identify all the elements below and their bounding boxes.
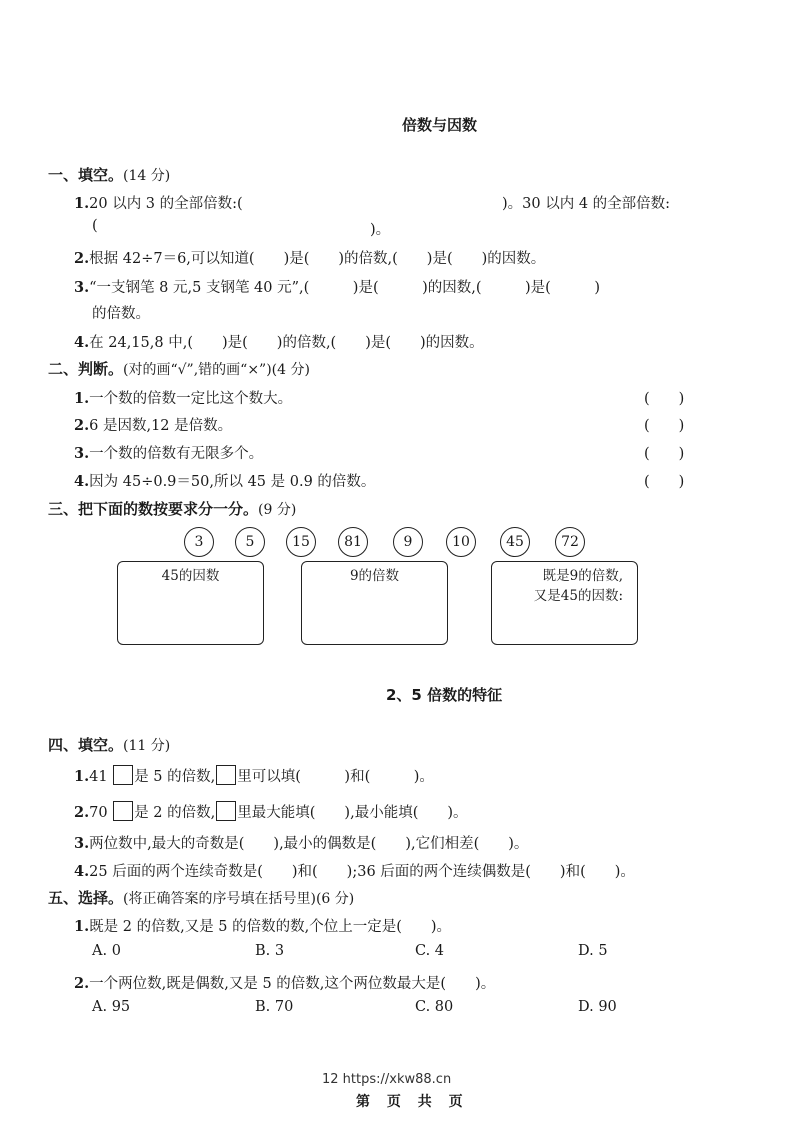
question-1-line-2-end: )。 — [370, 222, 391, 238]
section-heading-4 — [48, 734, 170, 755]
question-text: 既是 2 的倍数,又是 5 的倍数的数,个位上一定是( )。 — [89, 919, 452, 935]
question-3 — [74, 276, 600, 297]
number-circle: 81 — [338, 527, 368, 557]
number-circle: 45 — [500, 527, 530, 557]
blank-square[interactable] — [216, 765, 236, 785]
question-text: 是 5 的倍数, — [134, 769, 216, 785]
judge-item-2 — [74, 414, 232, 435]
question-number: 1. — [74, 768, 90, 785]
question-4 — [74, 331, 484, 352]
option-c[interactable]: C. 80 — [415, 999, 454, 1015]
judge-item-1 — [74, 387, 292, 408]
blank-square[interactable] — [113, 765, 133, 785]
number-circle: 5 — [235, 527, 265, 557]
number-circle: 3 — [184, 527, 214, 557]
option-a[interactable]: A. 95 — [92, 999, 131, 1015]
question-3-continuation: 的倍数。 — [92, 306, 150, 322]
question-number: 2. — [74, 975, 90, 992]
question-text: 根据 42÷7＝6,可以知道( )是( )的倍数,( )是( )的因数。 — [89, 251, 546, 267]
judge-item-3 — [74, 442, 263, 463]
section-heading-5 — [48, 887, 354, 908]
section-title: 倍数与因数 — [402, 116, 478, 134]
section-heading-1 — [48, 164, 170, 185]
answer-parentheses: ( ) — [644, 391, 685, 407]
choice-question-2 — [74, 972, 495, 993]
judge-item-4 — [74, 470, 375, 491]
question-text: 一个数的倍数一定比这个数大。 — [89, 391, 293, 407]
section-label: 五、选择。 — [48, 889, 124, 907]
sort-box-factors-of-45 — [117, 561, 264, 645]
fill-item-1 — [74, 765, 434, 786]
section-points: (将正确答案的序号填在括号里)(6 分) — [123, 891, 355, 907]
section-title: 2、5 倍数的特征 — [386, 686, 503, 704]
fill-item-2 — [74, 801, 468, 822]
question-text: 里可以填( )和( )。 — [237, 769, 434, 785]
number-circle: 10 — [446, 527, 476, 557]
question-number: 4. — [74, 473, 90, 490]
option-d[interactable]: D. 90 — [578, 999, 617, 1015]
question-text: 是 2 的倍数, — [134, 805, 216, 821]
section-points: (14 分) — [123, 168, 171, 184]
sort-box-multiples-of-9 — [301, 561, 448, 645]
question-number: 4. — [74, 863, 90, 880]
question-text: 一个数的倍数有无限多个。 — [89, 446, 264, 462]
number-circle: 15 — [286, 527, 316, 557]
question-1-line-1 — [74, 192, 243, 213]
question-text: 41 — [89, 769, 108, 785]
question-number: 2. — [74, 804, 90, 821]
section-points: (对的画“√”,错的画“×”)(4 分) — [123, 362, 310, 378]
section-heading-3 — [48, 498, 296, 519]
question-text: 70 — [89, 805, 108, 821]
option-b[interactable]: B. 70 — [255, 999, 294, 1015]
section-label: 二、判断。 — [48, 360, 124, 378]
box-label: 45的因数 — [161, 568, 220, 584]
option-d[interactable]: D. 5 — [578, 943, 608, 959]
question-text: 20 以内 3 的全部倍数:( — [89, 196, 243, 212]
option-a[interactable]: A. 0 — [92, 943, 121, 959]
fill-item-4 — [74, 860, 635, 881]
choice-question-1 — [74, 915, 451, 936]
box-label: 既是9的倍数, — [542, 568, 623, 584]
number-circle: 72 — [555, 527, 585, 557]
option-c[interactable]: C. 4 — [415, 943, 445, 959]
question-number: 1. — [74, 195, 90, 212]
question-text: 在 24,15,8 中,( )是( )的倍数,( )是( )的因数。 — [89, 335, 484, 351]
question-2 — [74, 247, 545, 268]
section-heading-2 — [48, 358, 310, 379]
question-1-line-2: ( — [92, 218, 98, 234]
blank-square[interactable] — [113, 801, 133, 821]
question-number: 3. — [74, 279, 90, 296]
answer-parentheses: ( ) — [644, 474, 685, 490]
blank-square[interactable] — [216, 801, 236, 821]
sort-box-both — [491, 561, 638, 645]
question-number: 2. — [74, 250, 90, 267]
question-number: 3. — [74, 445, 90, 462]
footer-page-number: 第 页 共 页 — [356, 1094, 469, 1110]
section-label: 四、填空。 — [48, 736, 124, 754]
option-b[interactable]: B. 3 — [255, 943, 285, 959]
answer-parentheses: ( ) — [644, 446, 685, 462]
section-points: (11 分) — [123, 738, 171, 754]
question-text: 因为 45÷0.9＝50,所以 45 是 0.9 的倍数。 — [89, 474, 376, 490]
question-number: 4. — [74, 334, 90, 351]
fill-item-3 — [74, 832, 528, 853]
box-label: 9的倍数 — [349, 568, 400, 584]
question-text: “一支钢笔 8 元,5 支钢笔 40 元”,( )是( )的因数,( )是( ) — [89, 280, 600, 296]
section-label: 一、填空。 — [48, 166, 124, 184]
answer-parentheses: ( ) — [644, 418, 685, 434]
footer-site: 12 https://xkw88.cn — [322, 1072, 452, 1087]
section-label: 三、把下面的数按要求分一分。 — [48, 500, 259, 518]
question-text: 两位数中,最大的奇数是( ),最小的偶数是( ),它们相差( )。 — [89, 836, 529, 852]
question-text: 一个两位数,既是偶数,又是 5 的倍数,这个两位数最大是( )。 — [89, 976, 496, 992]
number-circle: 9 — [393, 527, 423, 557]
question-text: 25 后面的两个连续奇数是( )和( );36 后面的两个连续偶数是( )和( )。 — [89, 864, 635, 880]
question-1-line-1-end: )。30 以内 4 的全部倍数: — [502, 196, 671, 212]
question-number: 1. — [74, 918, 90, 935]
section-points: (9 分) — [258, 502, 297, 518]
question-number: 1. — [74, 390, 90, 407]
question-number: 2. — [74, 417, 90, 434]
question-number: 3. — [74, 835, 90, 852]
question-text: 里最大能填( ),最小能填( )。 — [237, 805, 468, 821]
box-label: 又是45的因数: — [533, 588, 623, 604]
question-text: 6 是因数,12 是倍数。 — [89, 418, 233, 434]
